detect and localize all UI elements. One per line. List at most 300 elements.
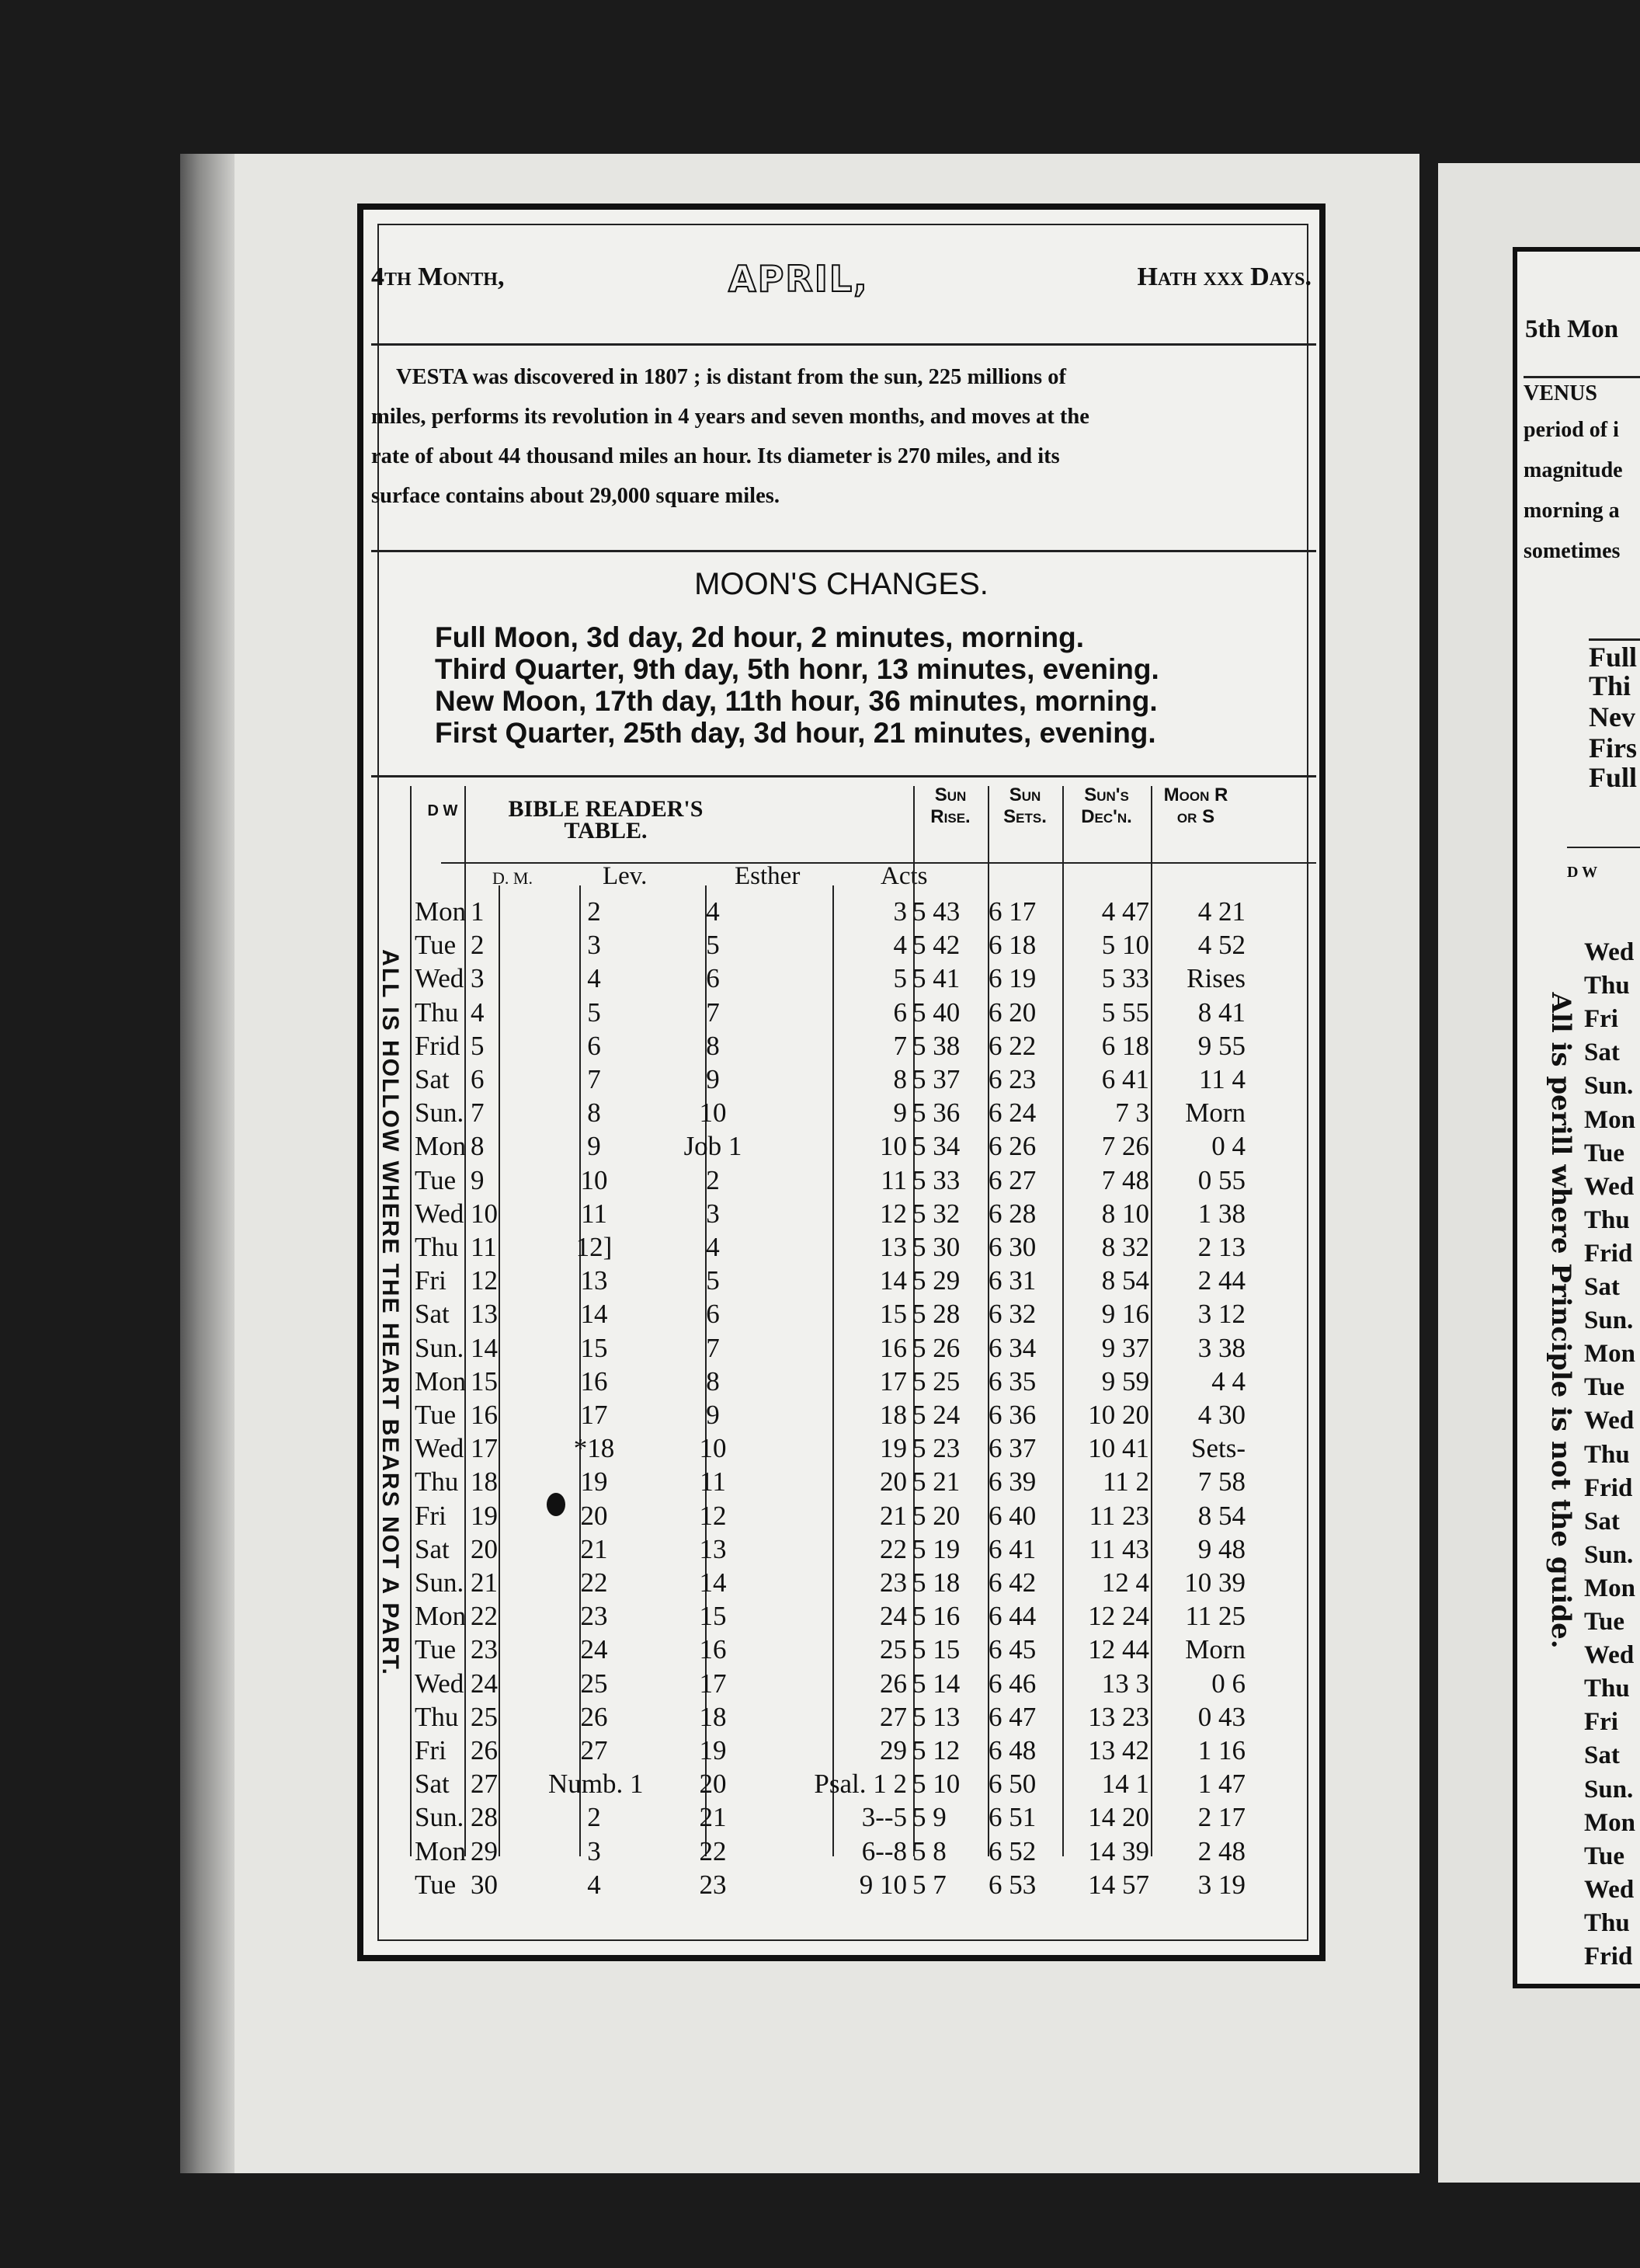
sun-set-cell: 6 22 xyxy=(989,1030,1037,1061)
sun-set-cell: 6 19 xyxy=(989,963,1037,994)
day-of-month-cell: 5 xyxy=(471,1030,485,1061)
acts-cell: 22 xyxy=(880,1533,907,1564)
next-weekday-cell: Thu xyxy=(1584,1205,1630,1234)
weekday-cell: Fri xyxy=(415,1735,446,1765)
sun-declination-cell: 5 55 xyxy=(1101,997,1149,1028)
day-of-month-cell: 11 xyxy=(471,1232,497,1262)
acts-cell: 25 xyxy=(880,1634,907,1665)
sun-rise-cell: 5 18 xyxy=(912,1567,961,1598)
esther-cell: Job 1 xyxy=(683,1131,742,1162)
col-header-declination: Sun's Dec'n. xyxy=(1081,784,1132,827)
sun-declination-cell: 11 2 xyxy=(1103,1466,1149,1498)
leviticus-cell: 17 xyxy=(580,1400,608,1430)
leviticus-cell: 8 xyxy=(587,1097,601,1129)
acts-cell: 12 xyxy=(880,1198,907,1229)
sun-declination-cell: 8 32 xyxy=(1101,1232,1149,1262)
next-weekday-cell: Sat xyxy=(1584,1507,1620,1536)
sun-declination-cell: 9 37 xyxy=(1101,1332,1149,1363)
table-row xyxy=(363,1198,1319,1232)
moon-rise-set-cell: 2 48 xyxy=(1197,1835,1246,1866)
moon-rise-set-cell: 11 25 xyxy=(1185,1601,1246,1632)
table-row xyxy=(363,1366,1319,1400)
esther-cell: 21 xyxy=(699,1802,727,1833)
sun-rise-cell: 5 23 xyxy=(912,1433,961,1464)
acts-cell: 4 xyxy=(893,930,907,961)
leviticus-cell: 3 xyxy=(587,1835,601,1866)
moon-rise-set-cell: 2 17 xyxy=(1197,1802,1246,1833)
weekday-cell: Mon xyxy=(415,896,467,927)
next-note-line: magnitude xyxy=(1524,458,1623,482)
sun-declination-cell: 4 47 xyxy=(1101,896,1149,927)
leviticus-cell: 25 xyxy=(580,1668,608,1699)
sun-declination-cell: 11 43 xyxy=(1089,1533,1149,1564)
moon-changes-list xyxy=(435,621,1159,749)
moon-rise-set-cell: 1 38 xyxy=(1197,1198,1246,1229)
acts-cell: 27 xyxy=(880,1701,907,1732)
leviticus-cell: 9 xyxy=(587,1131,601,1162)
month-name: APRIL, xyxy=(728,258,869,300)
acts-cell: 7 xyxy=(893,1030,907,1061)
table-row xyxy=(363,896,1319,930)
sun-set-cell: 6 30 xyxy=(989,1232,1037,1262)
moon-rise-set-cell: Morn xyxy=(1185,1097,1246,1129)
day-of-month-cell: 15 xyxy=(471,1365,498,1397)
next-weekday-cell: Sun. xyxy=(1584,1072,1634,1101)
sun-declination-cell: 10 20 xyxy=(1088,1400,1149,1430)
esther-cell: 11 xyxy=(700,1466,726,1498)
sun-declination-cell: 7 3 xyxy=(1115,1097,1149,1129)
esther-cell: 23 xyxy=(699,1869,727,1900)
leviticus-cell: 19 xyxy=(580,1466,608,1498)
esther-cell: 4 xyxy=(706,1232,720,1262)
sun-set-cell: 6 36 xyxy=(989,1400,1037,1430)
moon-rise-set-cell: 4 4 xyxy=(1211,1365,1246,1397)
esther-cell: 8 xyxy=(706,1365,720,1397)
esther-cell: 5 xyxy=(706,1265,720,1296)
day-of-month-cell: 30 xyxy=(471,1869,498,1900)
leviticus-cell: 23 xyxy=(580,1601,608,1632)
moon-rise-set-cell: 1 16 xyxy=(1197,1735,1246,1765)
table-row xyxy=(363,1836,1319,1870)
table-row xyxy=(363,963,1319,997)
sun-declination-cell: 6 18 xyxy=(1101,1030,1149,1061)
sun-rise-cell: 5 33 xyxy=(912,1164,961,1195)
weekday-cell: Sun. xyxy=(415,1567,464,1598)
moon-rise-set-cell: 4 52 xyxy=(1197,930,1246,961)
weekday-cell: Mon xyxy=(415,1835,467,1866)
esther-cell: 22 xyxy=(699,1835,727,1866)
next-weekday-cell: Wed xyxy=(1584,1875,1635,1904)
moon-change-line: New Moon, 17th day, 11th hour, 36 minutes, morning. xyxy=(435,685,1158,717)
day-of-month-cell: 2 xyxy=(471,930,485,961)
leviticus-cell: 22 xyxy=(580,1567,608,1598)
next-note-line: sometimes xyxy=(1524,539,1621,563)
table-row xyxy=(363,1466,1319,1500)
weekday-cell: Mon xyxy=(415,1601,467,1632)
moon-rise-set-cell: 9 48 xyxy=(1197,1533,1246,1564)
acts-cell: 17 xyxy=(880,1365,907,1397)
sun-rise-cell: 5 40 xyxy=(912,997,961,1028)
sun-declination-cell: 11 23 xyxy=(1089,1500,1149,1531)
day-of-month-cell: 12 xyxy=(471,1265,498,1296)
day-of-month-cell: 1 xyxy=(471,896,485,927)
table-row xyxy=(363,1702,1319,1735)
sun-declination-cell: 12 24 xyxy=(1088,1601,1149,1632)
sun-rise-cell: 5 26 xyxy=(912,1332,961,1363)
next-weekday-cell: Thu xyxy=(1584,1440,1630,1469)
moon-rise-set-cell: 0 55 xyxy=(1197,1164,1246,1195)
weekday-cell: Wed xyxy=(415,963,464,994)
acts-cell: 14 xyxy=(880,1265,907,1296)
day-of-month-cell: 16 xyxy=(471,1400,498,1430)
ink-blot xyxy=(547,1493,565,1516)
sun-set-cell: 6 31 xyxy=(989,1265,1037,1296)
sun-rise-cell: 5 29 xyxy=(912,1265,961,1296)
weekday-cell: Thu xyxy=(415,997,459,1028)
acts-cell: 3 xyxy=(893,896,907,927)
leviticus-cell: 2 xyxy=(587,896,601,927)
sun-set-cell: 6 52 xyxy=(989,1835,1037,1866)
leviticus-cell: 24 xyxy=(580,1634,608,1665)
next-weekday-cell: Tue xyxy=(1584,1842,1624,1870)
acts-cell: 16 xyxy=(880,1332,907,1363)
weekday-cell: Tue xyxy=(415,930,457,961)
table-header-rule xyxy=(441,862,1316,864)
acts-cell: 20 xyxy=(880,1466,907,1498)
day-of-month-cell: 20 xyxy=(471,1533,498,1564)
day-of-month-cell: 21 xyxy=(471,1567,498,1598)
april-calendar-frame xyxy=(357,203,1326,1961)
moon-rise-set-cell: 9 55 xyxy=(1197,1030,1246,1061)
table-header xyxy=(412,784,1319,851)
weekday-cell: Sun. xyxy=(415,1802,464,1833)
table-row xyxy=(363,1064,1319,1097)
next-moon-line: Firs xyxy=(1589,732,1637,764)
next-weekday-cell: Sun. xyxy=(1584,1306,1634,1335)
day-of-month-cell: 19 xyxy=(471,1500,498,1531)
sun-rise-cell: 5 30 xyxy=(912,1232,961,1262)
acts-cell: 3--5 xyxy=(861,1802,907,1833)
table-row xyxy=(363,1534,1319,1567)
page-gutter-shadow xyxy=(180,154,235,2173)
next-weekday-cell: Sun. xyxy=(1584,1775,1634,1804)
next-moon-line: Full xyxy=(1589,638,1640,673)
day-of-month-cell: 8 xyxy=(471,1131,485,1162)
esther-cell: 6 xyxy=(706,1299,720,1330)
esther-cell: 3 xyxy=(706,1198,720,1229)
leviticus-cell: *18 xyxy=(573,1433,615,1464)
sun-declination-cell: 14 57 xyxy=(1088,1869,1149,1900)
next-note-line: morning a xyxy=(1524,499,1620,523)
next-weekday-cell: Sat xyxy=(1584,1038,1620,1067)
next-col-header-dw: D W xyxy=(1567,847,1640,882)
esther-cell: 17 xyxy=(699,1668,727,1699)
table-row xyxy=(363,1769,1319,1802)
acts-cell: 11 xyxy=(881,1164,907,1195)
sun-set-cell: 6 45 xyxy=(989,1634,1037,1665)
sun-rise-cell: 5 9 xyxy=(912,1802,947,1833)
weekday-cell: Tue xyxy=(415,1634,457,1665)
sun-set-cell: 6 51 xyxy=(989,1802,1037,1833)
sun-set-cell: 6 35 xyxy=(989,1365,1037,1397)
month-header xyxy=(371,258,1312,304)
acts-cell: 6--8 xyxy=(861,1835,907,1866)
leviticus-cell: 4 xyxy=(587,1869,601,1900)
weekday-cell: Thu xyxy=(415,1232,459,1262)
next-weekday-cell: Thu xyxy=(1584,1908,1630,1937)
table-row xyxy=(363,1634,1319,1668)
moon-change-line: Full Moon, 3d day, 2d hour, 2 minutes, morning. xyxy=(435,621,1084,653)
day-of-month-cell: 13 xyxy=(471,1299,498,1330)
esther-cell: 7 xyxy=(706,1332,720,1363)
sun-declination-cell: 8 10 xyxy=(1101,1198,1149,1229)
sun-declination-cell: 13 23 xyxy=(1088,1701,1149,1732)
next-weekday-cell: Mon xyxy=(1584,1340,1635,1369)
acts-cell: 29 xyxy=(880,1735,907,1765)
moon-rise-set-cell: Morn xyxy=(1185,1634,1246,1665)
sun-set-cell: 6 18 xyxy=(989,930,1037,961)
sun-rise-cell: 5 7 xyxy=(912,1869,947,1900)
col-header-sunrise: Sun Rise. xyxy=(930,784,971,827)
weekday-cell: Wed xyxy=(415,1433,464,1464)
side-motto: ALL IS HOLLOW WHERE THE HEART BEARS NOT A PART. xyxy=(377,949,403,1676)
moon-rise-set-cell: 3 19 xyxy=(1197,1869,1246,1900)
weekday-cell: Mon xyxy=(415,1131,467,1162)
esther-cell: 9 xyxy=(706,1064,720,1094)
sun-declination-cell: 8 54 xyxy=(1101,1265,1149,1296)
table-row xyxy=(363,1265,1319,1299)
sun-declination-cell: 12 44 xyxy=(1088,1634,1149,1665)
sun-set-cell: 6 44 xyxy=(989,1601,1037,1632)
sun-rise-cell: 5 32 xyxy=(912,1198,961,1229)
sun-set-cell: 6 17 xyxy=(989,896,1037,927)
sun-set-cell: 6 40 xyxy=(989,1500,1037,1531)
sun-declination-cell: 6 41 xyxy=(1101,1064,1149,1094)
table-row xyxy=(363,1668,1319,1702)
leviticus-cell: 3 xyxy=(587,930,601,961)
sun-declination-cell: 14 1 xyxy=(1101,1769,1149,1800)
day-of-month-cell: 29 xyxy=(471,1835,498,1866)
astronomy-note xyxy=(371,357,1319,544)
weekday-cell: Thu xyxy=(415,1701,459,1732)
sun-rise-cell: 5 12 xyxy=(912,1735,961,1765)
acts-cell: 26 xyxy=(880,1668,907,1699)
leviticus-cell: 27 xyxy=(580,1735,608,1765)
sun-set-cell: 6 50 xyxy=(989,1769,1037,1800)
leviticus-cell: 20 xyxy=(580,1500,608,1531)
note-line: rate of about 44 thousand miles an hour. Its diameter is 270 miles, and its xyxy=(371,444,1060,468)
leviticus-cell: 6 xyxy=(587,1030,601,1061)
moon-rise-set-cell: 0 43 xyxy=(1197,1701,1246,1732)
moon-rise-set-cell: 8 41 xyxy=(1197,997,1246,1028)
moon-rise-set-cell: 2 13 xyxy=(1197,1232,1246,1262)
sun-set-cell: 6 42 xyxy=(989,1567,1037,1598)
acts-cell: 21 xyxy=(880,1500,907,1531)
leviticus-cell: 7 xyxy=(587,1064,601,1094)
esther-cell: 16 xyxy=(699,1634,727,1665)
leviticus-cell: 15 xyxy=(580,1332,608,1363)
sun-set-cell: 6 34 xyxy=(989,1332,1037,1363)
acts-cell: 9 xyxy=(893,1097,907,1129)
next-weekday-cell: Frid xyxy=(1584,1473,1633,1502)
sun-declination-cell: 12 4 xyxy=(1101,1567,1149,1598)
esther-cell: 10 xyxy=(699,1097,727,1129)
sun-rise-cell: 5 38 xyxy=(912,1030,961,1061)
moon-rise-set-cell: 10 39 xyxy=(1184,1567,1246,1598)
sub-header-lev: Lev. xyxy=(603,862,648,890)
next-weekday-cell: Wed xyxy=(1584,1407,1635,1435)
day-of-month-cell: 24 xyxy=(471,1668,498,1699)
weekday-cell: Mon xyxy=(415,1365,467,1397)
weekday-cell: Tue xyxy=(415,1400,457,1430)
moon-rise-set-cell: 1 47 xyxy=(1197,1769,1246,1800)
col-header-moon: Moon R or S xyxy=(1163,784,1228,827)
moon-rise-set-cell: Rises xyxy=(1187,963,1246,994)
next-moon-line: Nev xyxy=(1589,701,1635,732)
leviticus-cell: 21 xyxy=(580,1533,608,1564)
col-header-sunsets: Sun Sets. xyxy=(1003,784,1047,827)
next-weekday-cell: Tue xyxy=(1584,1139,1624,1167)
next-weekday-cell: Sat xyxy=(1584,1273,1620,1301)
day-of-month-cell: 22 xyxy=(471,1601,498,1632)
weekday-cell: Fri xyxy=(415,1500,446,1531)
moon-rise-set-cell: 3 38 xyxy=(1197,1332,1246,1363)
table-row xyxy=(363,997,1319,1031)
sun-rise-cell: 5 16 xyxy=(912,1601,961,1632)
table-row xyxy=(363,1400,1319,1433)
moon-rise-set-cell: 11 4 xyxy=(1199,1064,1246,1094)
next-weekday-cell: Wed xyxy=(1584,938,1635,966)
esther-cell: 10 xyxy=(699,1433,727,1464)
sun-declination-cell: 5 33 xyxy=(1101,963,1149,994)
esther-cell: 2 xyxy=(706,1164,720,1195)
table-row xyxy=(363,1567,1319,1601)
day-of-month-cell: 10 xyxy=(471,1198,498,1229)
sun-declination-cell: 13 42 xyxy=(1088,1735,1149,1765)
table-row xyxy=(363,1433,1319,1466)
moon-rise-set-cell: 4 21 xyxy=(1197,896,1246,927)
next-weekday-cell: Mon xyxy=(1584,1105,1635,1134)
sun-declination-cell: 7 26 xyxy=(1101,1131,1149,1162)
sun-declination-cell: 7 48 xyxy=(1101,1164,1149,1195)
leviticus-cell: 13 xyxy=(580,1265,608,1296)
acts-cell: 9 10 xyxy=(859,1869,907,1900)
moon-change-line: Third Quarter, 9th day, 5th honr, 13 minutes, evening. xyxy=(435,653,1159,685)
sun-rise-cell: 5 10 xyxy=(912,1769,961,1800)
sun-rise-cell: 5 14 xyxy=(912,1668,961,1699)
next-weekday-cell: Tue xyxy=(1584,1608,1624,1636)
moon-rise-set-cell: 4 30 xyxy=(1197,1400,1246,1430)
sun-set-cell: 6 20 xyxy=(989,997,1037,1028)
sun-set-cell: 6 47 xyxy=(989,1701,1037,1732)
moon-rise-set-cell: 0 4 xyxy=(1211,1131,1246,1162)
table-row xyxy=(363,1501,1319,1534)
sun-rise-cell: 5 41 xyxy=(912,963,961,994)
next-weekday-cell: Mon xyxy=(1584,1808,1635,1837)
sun-set-cell: 6 46 xyxy=(989,1668,1037,1699)
sun-set-cell: 6 39 xyxy=(989,1466,1037,1498)
weekday-cell: Sun. xyxy=(415,1097,464,1129)
next-weekday-cell: Frid xyxy=(1584,1239,1633,1268)
table-row xyxy=(363,1601,1319,1634)
esther-cell: 18 xyxy=(699,1701,727,1732)
sun-rise-cell: 5 28 xyxy=(912,1299,961,1330)
esther-cell: 9 xyxy=(706,1400,720,1430)
next-month-header: 5th Mon xyxy=(1525,315,1619,343)
leviticus-cell: 26 xyxy=(580,1701,608,1732)
esther-cell: 19 xyxy=(699,1735,727,1765)
moon-rise-set-cell: Sets- xyxy=(1191,1433,1246,1464)
weekday-cell: Thu xyxy=(415,1466,459,1498)
sun-rise-cell: 5 43 xyxy=(912,896,961,927)
esther-cell: 7 xyxy=(706,997,720,1028)
table-row xyxy=(363,1165,1319,1198)
sun-declination-cell: 13 3 xyxy=(1101,1668,1149,1699)
leviticus-cell: Numb. 1 xyxy=(548,1769,644,1800)
moon-rise-set-cell: 2 44 xyxy=(1197,1265,1246,1296)
sun-set-cell: 6 32 xyxy=(989,1299,1037,1330)
table-row xyxy=(363,1333,1319,1366)
moon-change-line: First Quarter, 25th day, 3d hour, 21 minutes, evening. xyxy=(435,717,1156,749)
acts-cell: 18 xyxy=(880,1400,907,1430)
weekday-cell: Wed xyxy=(415,1668,464,1699)
sun-rise-cell: 5 19 xyxy=(912,1533,961,1564)
day-of-month-cell: 27 xyxy=(471,1769,498,1800)
weekday-cell: Wed xyxy=(415,1198,464,1229)
day-of-month-cell: 28 xyxy=(471,1802,498,1833)
sun-rise-cell: 5 13 xyxy=(912,1701,961,1732)
day-of-month-cell: 7 xyxy=(471,1097,485,1129)
table-row xyxy=(363,1031,1319,1064)
acts-cell: 8 xyxy=(893,1064,907,1094)
weekday-cell: Sat xyxy=(415,1299,450,1330)
esther-cell: 14 xyxy=(699,1567,727,1598)
leviticus-cell: 11 xyxy=(581,1198,607,1229)
acts-cell: 15 xyxy=(880,1299,907,1330)
sub-header-acts: Acts xyxy=(881,862,928,890)
moon-rise-set-cell: 8 54 xyxy=(1197,1500,1246,1531)
table-row xyxy=(363,1735,1319,1769)
esther-cell: 20 xyxy=(699,1769,727,1800)
sun-declination-cell: 5 10 xyxy=(1101,930,1149,961)
sun-rise-cell: 5 34 xyxy=(912,1131,961,1162)
sun-set-cell: 6 48 xyxy=(989,1735,1037,1765)
next-weekday-cell: Wed xyxy=(1584,1641,1635,1670)
weekday-cell: Frid xyxy=(415,1030,460,1061)
acts-cell: Psal. 1 2 xyxy=(814,1769,907,1800)
month-number: 4th Month, xyxy=(371,263,505,291)
table-row xyxy=(363,1299,1319,1332)
table-row xyxy=(363,1232,1319,1265)
next-weekday-cell: Fri xyxy=(1584,1005,1618,1034)
acts-cell: 23 xyxy=(880,1567,907,1598)
leviticus-cell: 10 xyxy=(580,1164,608,1195)
next-page-frame xyxy=(1513,247,1640,1988)
note-line: surface contains about 29,000 square miles. xyxy=(371,484,780,508)
sub-header-dm: D. M. xyxy=(492,868,533,888)
next-weekday-cell: Sun. xyxy=(1584,1540,1634,1569)
sun-set-cell: 6 37 xyxy=(989,1433,1037,1464)
moon-rise-set-cell: 7 58 xyxy=(1197,1466,1246,1498)
moon-rule xyxy=(371,775,1316,777)
sun-rise-cell: 5 8 xyxy=(912,1835,947,1866)
sun-rise-cell: 5 36 xyxy=(912,1097,961,1129)
table-row xyxy=(363,1131,1319,1164)
day-of-month-cell: 4 xyxy=(471,997,485,1028)
acts-cell: 19 xyxy=(880,1433,907,1464)
next-weekday-cell: Thu xyxy=(1584,972,1630,1000)
header-rule xyxy=(371,343,1316,346)
